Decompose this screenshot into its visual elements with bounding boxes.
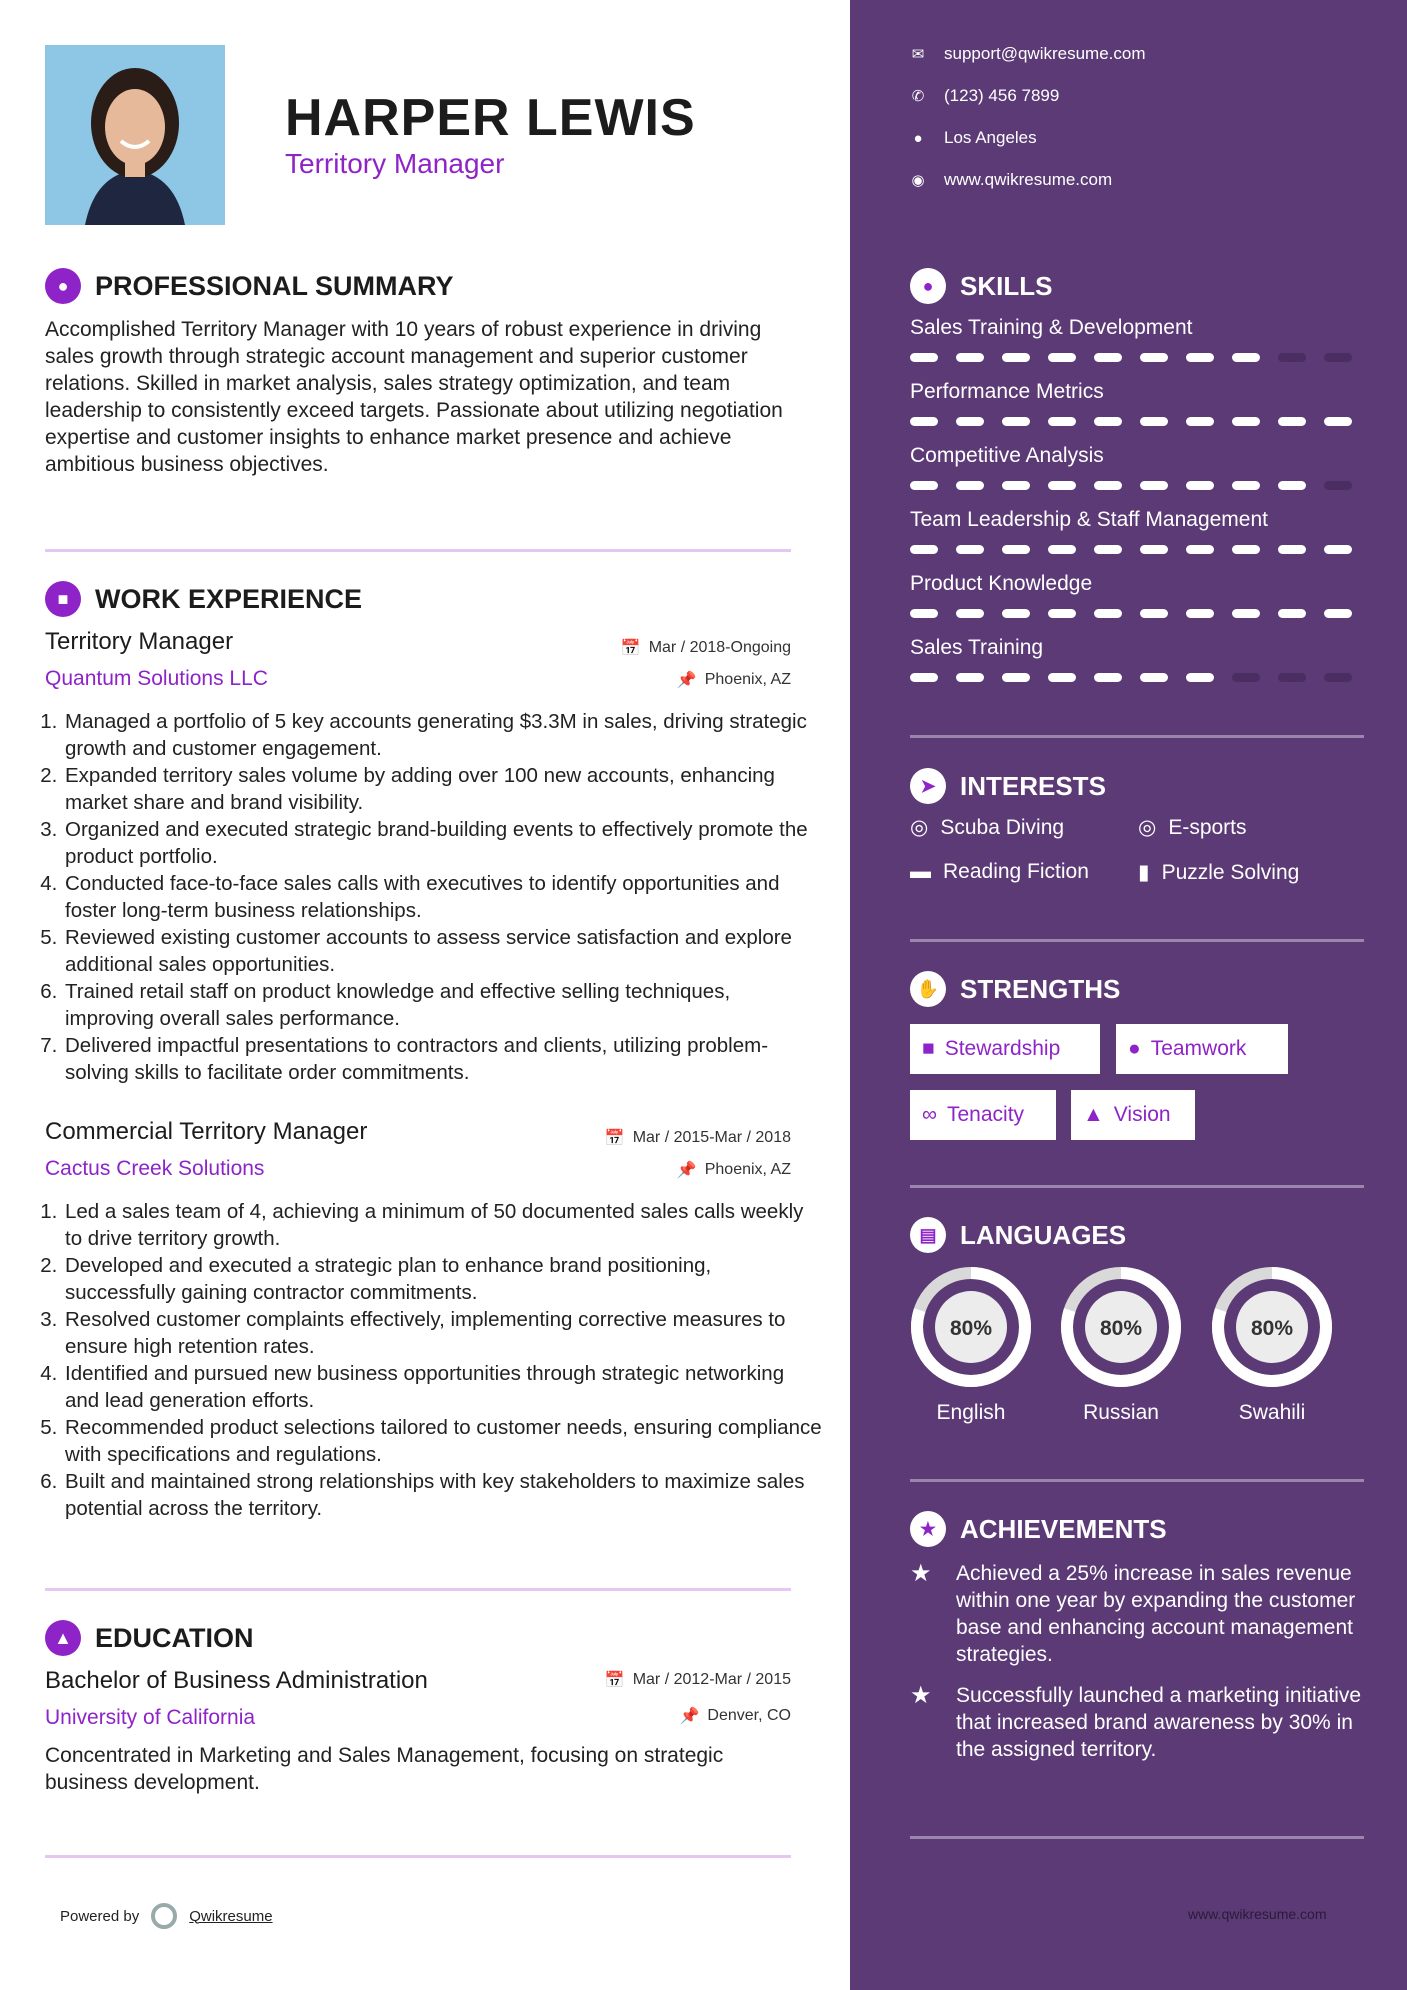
list-item: 1. Managed a portfolio of 5 key accounts generating $3.3M in sales, driving strategic growth and customer engagement. bbox=[63, 708, 823, 762]
skill-level-dash bbox=[1048, 353, 1076, 362]
skill-level-dash bbox=[1186, 481, 1214, 490]
skill-level-dash bbox=[1002, 417, 1030, 426]
list-item: 2. Expanded territory sales volume by adding over 100 new accounts, enhancing market share and brand visibility. bbox=[63, 762, 823, 816]
education-text: Concentrated in Marketing and Sales Management, focusing on strategic business development. bbox=[45, 1744, 724, 1794]
job-company: Quantum Solutions LLC bbox=[45, 667, 268, 690]
interest-item bbox=[1138, 860, 1299, 885]
language-percent: 80% bbox=[949, 1317, 993, 1340]
strength-tag bbox=[910, 1024, 1100, 1074]
skill-level-dash bbox=[1186, 353, 1214, 362]
skill-level-dash bbox=[910, 673, 938, 682]
skill-level-dash bbox=[1094, 417, 1122, 426]
skill-level-dash bbox=[1002, 481, 1030, 490]
pin-icon: 📌 bbox=[676, 672, 697, 689]
skill-label: Sales Training & Development bbox=[910, 316, 1193, 339]
achievement-item bbox=[910, 1682, 1370, 1763]
skill-level-dash bbox=[910, 417, 938, 426]
list-item: 7. Delivered impactful presentations to contractors and clients, utilizing problem-solving skills to facilitate order commitments. bbox=[63, 1032, 823, 1086]
candidate-role: Territory Manager bbox=[285, 148, 505, 179]
skill-label: Sales Training bbox=[910, 636, 1044, 659]
language-icon: ▤ bbox=[910, 1217, 946, 1253]
globe-icon: ◉ bbox=[911, 172, 925, 189]
list-item: 3. Organized and executed strategic brand-building events to effectively promote the product portfolio. bbox=[63, 816, 823, 870]
job-location-text: Phoenix, AZ bbox=[704, 1161, 791, 1178]
language-name: Swahili bbox=[1238, 1401, 1306, 1424]
summary-text: Accomplished Territory Manager with 10 years of robust experience in driving sales growth through strategic account management and superior customer relations. Skilled in market analysis, sales strategy optimization, and team leadership to consistently exceed targets. Passionate about utilizing negotiation expertise and customer insights to enhance market presence and achieve ambitious business objectives. bbox=[45, 318, 783, 476]
skill-level-dash bbox=[956, 417, 984, 426]
calendar-icon: 📅 bbox=[604, 1672, 625, 1689]
skill-level-dash bbox=[1278, 545, 1306, 554]
pin-icon: 📌 bbox=[679, 1708, 700, 1725]
skill-level-dash bbox=[1094, 353, 1122, 362]
map-marker-icon: ● bbox=[913, 129, 923, 147]
skill-label: Team Leadership & Staff Management bbox=[910, 508, 1268, 531]
list-item: 3. Resolved customer complaints effectively, implementing corrective measures to ensure high retention rates. bbox=[63, 1306, 823, 1360]
skill-level-bar bbox=[910, 417, 1352, 426]
achievement-item bbox=[910, 1560, 1370, 1668]
contact-phone[interactable] bbox=[910, 86, 1059, 106]
skill-level-dash bbox=[1232, 673, 1260, 682]
skill-level-dash bbox=[1140, 417, 1168, 426]
job-dates bbox=[621, 638, 791, 658]
skill-level-dash bbox=[1048, 673, 1076, 682]
job-location bbox=[677, 670, 791, 690]
list-item: 6. Trained retail staff on product knowledge and effective selling techniques, improving overall sales performance. bbox=[63, 978, 823, 1032]
skill-level-bar bbox=[910, 609, 1352, 618]
skill-level-dash bbox=[910, 353, 938, 362]
pin-icon: 📌 bbox=[676, 1162, 697, 1179]
strength-label: Vision bbox=[1113, 1103, 1171, 1126]
degree-title: Bachelor of Business Administration bbox=[45, 1667, 428, 1694]
star-icon: ★ bbox=[910, 1682, 932, 1709]
job-title: Territory Manager bbox=[45, 628, 234, 655]
job-title: Commercial Territory Manager bbox=[45, 1118, 368, 1145]
language-percent: 80% bbox=[1250, 1317, 1294, 1340]
star-icon: ★ bbox=[910, 1560, 932, 1587]
paper-plane-icon: ➤ bbox=[910, 768, 946, 804]
skill-level-dash bbox=[1324, 417, 1352, 426]
language-percent: 80% bbox=[1099, 1317, 1143, 1340]
interest-item bbox=[910, 815, 1064, 840]
achievements-heading-label: ACHIEVEMENTS bbox=[960, 1513, 1167, 1544]
skill-level-dash bbox=[910, 481, 938, 490]
skill-level-dash bbox=[1140, 481, 1168, 490]
skill-level-dash bbox=[1186, 673, 1214, 682]
skill-level-dash bbox=[1140, 353, 1168, 362]
skill-label: Product Knowledge bbox=[910, 572, 1093, 595]
skill-level-dash bbox=[956, 353, 984, 362]
skill-level-dash bbox=[1140, 673, 1168, 682]
list-item: 4. Conducted face-to-face sales calls with executives to identify opportunities and foster long-term business relationships. bbox=[63, 870, 823, 924]
footer-site[interactable]: www.qwikresume.com bbox=[1188, 1906, 1327, 1922]
skill-level-dash bbox=[956, 545, 984, 554]
strength-tag bbox=[910, 1090, 1056, 1140]
skill-level-dash bbox=[956, 673, 984, 682]
interest-label: E-sports bbox=[1168, 815, 1247, 839]
skill-level-dash bbox=[1140, 545, 1168, 554]
fist-icon: ✋ bbox=[910, 971, 946, 1007]
sidebar bbox=[850, 0, 1407, 1990]
skill-level-dash bbox=[1094, 481, 1122, 490]
section-divider bbox=[45, 1855, 791, 1858]
contact-location bbox=[910, 128, 1037, 148]
job-dates bbox=[605, 1128, 791, 1148]
candidate-name: HARPER LEWIS bbox=[285, 89, 696, 147]
briefcase-icon: ■ bbox=[922, 1037, 935, 1060]
binoculars-icon: ▲ bbox=[1083, 1103, 1104, 1126]
skill-level-dash bbox=[1324, 481, 1352, 490]
skill-level-dash bbox=[1186, 609, 1214, 618]
strength-label: Stewardship bbox=[944, 1037, 1061, 1060]
school-name: University of California bbox=[45, 1706, 256, 1729]
language-name: English bbox=[936, 1401, 1006, 1424]
skill-level-dash bbox=[1278, 417, 1306, 426]
skill-level-bar bbox=[910, 545, 1352, 554]
language-progress-ring bbox=[1059, 1265, 1183, 1389]
skill-level-dash bbox=[1002, 673, 1030, 682]
skill-level-dash bbox=[1324, 609, 1352, 618]
skill-level-dash bbox=[1232, 545, 1260, 554]
section-divider bbox=[45, 549, 791, 552]
interest-label: Reading Fiction bbox=[943, 860, 1089, 883]
profile-photo bbox=[45, 45, 225, 225]
education-heading-label: EDUCATION bbox=[95, 1622, 254, 1653]
skill-level-dash bbox=[1094, 545, 1122, 554]
gamepad-icon: ▬ bbox=[910, 860, 931, 883]
language-progress-ring bbox=[909, 1265, 1033, 1389]
strength-label: Teamwork bbox=[1150, 1037, 1247, 1060]
phone-icon: ✆ bbox=[911, 88, 925, 105]
star-badge-icon: ★ bbox=[910, 1511, 946, 1547]
skill-level-bar bbox=[910, 673, 1352, 682]
graduation-cap-icon: ▲ bbox=[45, 1620, 81, 1656]
list-item: 6. Built and maintained strong relationships with key stakeholders to maximize sales potential across the territory. bbox=[63, 1468, 823, 1522]
list-item: 5. Recommended product selections tailored to customer needs, ensuring compliance with specifications and regulations. bbox=[63, 1414, 823, 1468]
skill-level-dash bbox=[1048, 417, 1076, 426]
book-icon: ▮ bbox=[1138, 861, 1150, 884]
contact-location-text: Los Angeles bbox=[944, 128, 1037, 147]
skill-level-dash bbox=[1048, 481, 1076, 490]
skill-level-dash bbox=[1048, 609, 1076, 618]
envelope-icon: ✉ bbox=[911, 46, 925, 63]
skill-level-dash bbox=[1232, 417, 1260, 426]
section-divider bbox=[910, 939, 1364, 942]
achievements-heading bbox=[910, 1511, 1167, 1547]
skill-level-dash bbox=[1002, 609, 1030, 618]
language-item bbox=[909, 1265, 1033, 1425]
list-item: 5. Reviewed existing customer accounts to assess service satisfaction and explore additional sales opportunities. bbox=[63, 924, 823, 978]
strength-tag bbox=[1071, 1090, 1195, 1140]
interests-heading-label: INTERESTS bbox=[960, 770, 1106, 801]
skill-level-dash bbox=[956, 609, 984, 618]
skill-level-dash bbox=[1278, 353, 1306, 362]
skill-level-bar bbox=[910, 353, 1352, 362]
skill-level-dash bbox=[1002, 353, 1030, 362]
interest-item bbox=[910, 860, 1089, 884]
education-location bbox=[679, 1706, 791, 1726]
strengths-heading bbox=[910, 971, 1120, 1007]
language-name: Russian bbox=[1083, 1401, 1159, 1424]
skill-level-dash bbox=[1278, 481, 1306, 490]
life-ring-icon: ◎ bbox=[1138, 816, 1157, 839]
job-bullets bbox=[45, 1198, 823, 1522]
contact-website-text: www.qwikresume.com bbox=[944, 170, 1113, 189]
skill-level-dash bbox=[1324, 353, 1352, 362]
skill-level-dash bbox=[956, 481, 984, 490]
skill-level-bar bbox=[910, 481, 1352, 490]
skill-level-dash bbox=[1278, 609, 1306, 618]
interest-label: Puzzle Solving bbox=[1161, 860, 1300, 884]
language-item bbox=[1059, 1265, 1183, 1425]
experience-heading-label: WORK EXPERIENCE bbox=[95, 583, 363, 614]
skill-level-dash bbox=[1324, 673, 1352, 682]
skill-level-dash bbox=[1278, 673, 1306, 682]
education-dates-text: Mar / 2012-Mar / 2015 bbox=[632, 1671, 791, 1688]
contact-website[interactable] bbox=[910, 170, 1112, 190]
list-item: 4. Identified and pursued new business opportunities through strategic networking and lead generation efforts. bbox=[63, 1360, 823, 1414]
skill-level-dash bbox=[1048, 545, 1076, 554]
life-ring-icon: ◎ bbox=[910, 816, 929, 839]
section-divider bbox=[910, 735, 1364, 738]
skill-level-dash bbox=[1232, 353, 1260, 362]
job-dates-text: Mar / 2015-Mar / 2018 bbox=[632, 1129, 791, 1146]
skill-level-dash bbox=[1232, 609, 1260, 618]
achievement-text: Successfully launched a marketing initiative that increased brand awareness by 30% in the assigned territory. bbox=[956, 1684, 1362, 1761]
language-item bbox=[1210, 1265, 1334, 1425]
strengths-heading-label: STRENGTHS bbox=[960, 973, 1121, 1004]
link-icon: ∞ bbox=[922, 1103, 937, 1126]
skill-level-dash bbox=[1232, 481, 1260, 490]
skill-label: Performance Metrics bbox=[910, 380, 1104, 403]
skill-level-dash bbox=[910, 609, 938, 618]
education-location-text: Denver, CO bbox=[707, 1707, 791, 1724]
user-icon: ● bbox=[45, 268, 81, 304]
section-divider bbox=[910, 1479, 1364, 1482]
skill-level-dash bbox=[1186, 417, 1214, 426]
job-dates-text: Mar / 2018-Ongoing bbox=[648, 639, 791, 656]
skills-heading bbox=[910, 268, 1052, 304]
achievement-text: Achieved a 25% increase in sales revenue within one year by expanding the customer base and enhancing account management strategies. bbox=[956, 1562, 1356, 1666]
education-dates bbox=[605, 1670, 791, 1690]
job-location-text: Phoenix, AZ bbox=[704, 671, 791, 688]
skill-level-dash bbox=[1094, 673, 1122, 682]
briefcase-icon: ■ bbox=[45, 581, 81, 617]
job-bullets bbox=[45, 708, 823, 1086]
section-divider bbox=[45, 1588, 791, 1591]
section-divider bbox=[910, 1836, 1364, 1839]
powered-by-text: Powered by bbox=[60, 1907, 140, 1925]
skill-level-dash bbox=[1002, 545, 1030, 554]
interests-heading bbox=[910, 768, 1106, 804]
languages-heading bbox=[910, 1217, 1126, 1253]
qwikresume-link[interactable]: Qwikresume bbox=[189, 1907, 273, 1925]
skill-level-dash bbox=[1324, 545, 1352, 554]
powered-by bbox=[60, 1903, 273, 1929]
interest-label: Scuba Diving bbox=[940, 815, 1065, 839]
education-heading bbox=[45, 1620, 254, 1656]
lightbulb-icon: ● bbox=[910, 268, 946, 304]
skill-level-dash bbox=[1094, 609, 1122, 618]
strength-tag bbox=[1116, 1024, 1288, 1074]
job-location bbox=[677, 1160, 791, 1180]
contact-email[interactable] bbox=[910, 44, 1146, 64]
list-item: 1. Led a sales team of 4, achieving a minimum of 50 documented sales calls weekly to drive territory growth. bbox=[63, 1198, 823, 1252]
skill-level-dash bbox=[1186, 545, 1214, 554]
strength-label: Tenacity bbox=[946, 1103, 1025, 1126]
language-progress-ring bbox=[1210, 1265, 1334, 1389]
qwikresume-logo-icon bbox=[151, 1903, 177, 1929]
interest-item bbox=[1138, 815, 1247, 840]
summary-heading bbox=[45, 268, 454, 304]
users-icon: ● bbox=[1128, 1037, 1141, 1060]
experience-heading bbox=[45, 581, 362, 617]
contact-phone-text: (123) 456 7899 bbox=[944, 86, 1060, 105]
job-company: Cactus Creek Solutions bbox=[45, 1157, 265, 1180]
list-item: 2. Developed and executed a strategic plan to enhance brand positioning, successfully gaining contractor commitments. bbox=[63, 1252, 823, 1306]
skill-label: Competitive Analysis bbox=[910, 444, 1104, 467]
skill-level-dash bbox=[910, 545, 938, 554]
section-divider bbox=[910, 1185, 1364, 1188]
languages-heading-label: LANGUAGES bbox=[960, 1219, 1127, 1250]
contact-email-text: support@qwikresume.com bbox=[944, 44, 1146, 63]
calendar-icon: 📅 bbox=[604, 1130, 625, 1147]
skill-level-dash bbox=[1140, 609, 1168, 618]
summary-heading-label: PROFESSIONAL SUMMARY bbox=[95, 270, 454, 301]
calendar-icon: 📅 bbox=[620, 640, 641, 657]
skills-heading-label: SKILLS bbox=[960, 270, 1053, 301]
